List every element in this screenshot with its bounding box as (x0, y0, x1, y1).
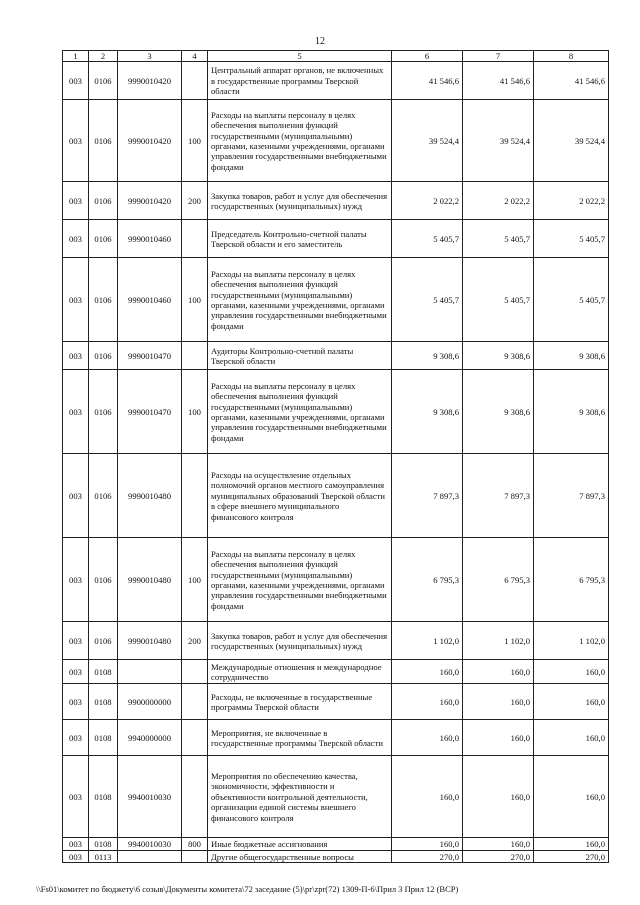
cell-summa-1: 5 405,7 (392, 258, 463, 342)
cell-celevaya-statya: 9940000000 (118, 720, 182, 756)
cell-summa-3: 5 405,7 (534, 258, 609, 342)
cell-vedomstvo: 003 (63, 62, 89, 100)
cell-vedomstvo: 003 (63, 851, 89, 863)
footer-file-path: \\Fs01\комитет по бюджету\6 созыв\Документы комитета\72 заседание (5)\pr\zpr(72) 1309-П-6\Прил 3 Прил 12 (ВСР) (36, 884, 459, 894)
cell-razdel: 0108 (89, 756, 118, 838)
cell-vid-raskhodov: 800 (182, 838, 208, 851)
cell-summa-2: 9 308,6 (463, 342, 534, 370)
cell-razdel: 0108 (89, 684, 118, 720)
cell-summa-1: 160,0 (392, 838, 463, 851)
cell-naimenovanie: Расходы на выплаты персоналу в целях обеспечения выполнения функций государственными (муниципальными) органами, казенными учреждениями, органами управления государственными внебюджетными фондами (208, 100, 392, 182)
column-header-5: 5 (208, 51, 392, 62)
cell-naimenovanie: Центральный аппарат органов, не включенных в государственные программы Тверской области (208, 62, 392, 100)
cell-vid-raskhodov: 100 (182, 258, 208, 342)
cell-celevaya-statya: 9940010030 (118, 756, 182, 838)
column-header-4: 4 (182, 51, 208, 62)
cell-summa-3: 2 022,2 (534, 182, 609, 220)
cell-summa-3: 1 102,0 (534, 622, 609, 660)
cell-razdel: 0106 (89, 258, 118, 342)
cell-naimenovanie: Другие общегосударственные вопросы (208, 851, 392, 863)
cell-vedomstvo: 003 (63, 538, 89, 622)
cell-summa-2: 39 524,4 (463, 100, 534, 182)
page-number: 12 (315, 36, 325, 47)
cell-vedomstvo: 003 (63, 720, 89, 756)
table-row (63, 838, 609, 851)
cell-vedomstvo: 003 (63, 100, 89, 182)
cell-summa-3: 41 546,6 (534, 62, 609, 100)
table-row (63, 342, 609, 370)
column-header-8: 8 (534, 51, 609, 62)
cell-vid-raskhodov (182, 756, 208, 838)
cell-vid-raskhodov: 200 (182, 182, 208, 220)
cell-vedomstvo: 003 (63, 454, 89, 538)
cell-summa-2: 160,0 (463, 838, 534, 851)
cell-naimenovanie: Расходы на выплаты персоналу в целях обеспечения выполнения функций государственными (муниципальными) органами, казенными учреждениями, органами управления государственными внебюджетными фондами (208, 258, 392, 342)
cell-naimenovanie: Председатель Контрольно-счетной палаты Тверской области и его заместитель (208, 220, 392, 258)
table-row (63, 720, 609, 756)
cell-summa-2: 2 022,2 (463, 182, 534, 220)
cell-razdel: 0106 (89, 454, 118, 538)
cell-vedomstvo: 003 (63, 684, 89, 720)
column-header-2: 2 (89, 51, 118, 62)
cell-summa-2: 7 897,3 (463, 454, 534, 538)
cell-celevaya-statya: 9990010470 (118, 342, 182, 370)
cell-summa-3: 160,0 (534, 756, 609, 838)
cell-summa-3: 160,0 (534, 720, 609, 756)
cell-summa-2: 160,0 (463, 720, 534, 756)
cell-summa-1: 160,0 (392, 660, 463, 684)
cell-summa-1: 9 308,6 (392, 370, 463, 454)
cell-summa-3: 160,0 (534, 660, 609, 684)
cell-summa-2: 5 405,7 (463, 258, 534, 342)
cell-vedomstvo: 003 (63, 370, 89, 454)
cell-summa-2: 160,0 (463, 660, 534, 684)
cell-vid-raskhodov: 100 (182, 370, 208, 454)
cell-vedomstvo: 003 (63, 622, 89, 660)
cell-celevaya-statya: 9990010420 (118, 100, 182, 182)
cell-summa-1: 2 022,2 (392, 182, 463, 220)
cell-summa-2: 160,0 (463, 756, 534, 838)
column-header-1: 1 (63, 51, 89, 62)
cell-celevaya-statya: 9990010470 (118, 370, 182, 454)
table-row (63, 538, 609, 622)
cell-summa-2: 41 546,6 (463, 62, 534, 100)
table-row (63, 258, 609, 342)
table-row (63, 62, 609, 100)
cell-celevaya-statya: 9990010420 (118, 62, 182, 100)
cell-naimenovanie: Расходы на выплаты персоналу в целях обеспечения выполнения функций государственными (муниципальными) органами, казенными учреждениями, органами управления государственными внебюджетными фондами (208, 538, 392, 622)
table-row (63, 454, 609, 538)
cell-razdel: 0106 (89, 622, 118, 660)
cell-razdel: 0106 (89, 182, 118, 220)
cell-razdel: 0106 (89, 538, 118, 622)
cell-vedomstvo: 003 (63, 220, 89, 258)
cell-summa-2: 9 308,6 (463, 370, 534, 454)
column-header-3: 3 (118, 51, 182, 62)
cell-razdel: 0106 (89, 342, 118, 370)
header-row (63, 51, 609, 62)
cell-celevaya-statya: 9990010480 (118, 622, 182, 660)
cell-razdel: 0106 (89, 100, 118, 182)
column-header-6: 6 (392, 51, 463, 62)
cell-celevaya-statya: 9990010480 (118, 454, 182, 538)
cell-razdel: 0113 (89, 851, 118, 863)
cell-summa-1: 160,0 (392, 756, 463, 838)
cell-vedomstvo: 003 (63, 660, 89, 684)
cell-summa-3: 270,0 (534, 851, 609, 863)
cell-summa-1: 270,0 (392, 851, 463, 863)
cell-vid-raskhodov: 200 (182, 622, 208, 660)
cell-vid-raskhodov (182, 720, 208, 756)
cell-naimenovanie: Мероприятия по обеспечению качества, экономичности, эффективности и объективности контрольной деятельности, организации единой системы внешнего финансового контроля (208, 756, 392, 838)
cell-summa-1: 9 308,6 (392, 342, 463, 370)
cell-summa-3: 6 795,3 (534, 538, 609, 622)
cell-summa-1: 39 524,4 (392, 100, 463, 182)
cell-summa-3: 9 308,6 (534, 342, 609, 370)
cell-naimenovanie: Закупка товаров, работ и услуг для обеспечения государственных (муниципальных) нужд (208, 182, 392, 220)
cell-celevaya-statya: 9990010460 (118, 220, 182, 258)
cell-vedomstvo: 003 (63, 342, 89, 370)
cell-vid-raskhodov (182, 660, 208, 684)
cell-vid-raskhodov (182, 62, 208, 100)
table-body (63, 62, 609, 863)
cell-vid-raskhodov (182, 454, 208, 538)
cell-razdel: 0106 (89, 220, 118, 258)
column-header-7: 7 (463, 51, 534, 62)
cell-naimenovanie: Международные отношения и международное сотрудничество (208, 660, 392, 684)
cell-vid-raskhodov (182, 342, 208, 370)
cell-summa-1: 160,0 (392, 684, 463, 720)
cell-summa-2: 5 405,7 (463, 220, 534, 258)
table-row (63, 370, 609, 454)
table-row (63, 660, 609, 684)
cell-summa-3: 7 897,3 (534, 454, 609, 538)
cell-summa-2: 6 795,3 (463, 538, 534, 622)
budget-table (62, 50, 609, 863)
table-row (63, 100, 609, 182)
cell-summa-2: 270,0 (463, 851, 534, 863)
cell-razdel: 0106 (89, 370, 118, 454)
table-row (63, 622, 609, 660)
cell-celevaya-statya (118, 851, 182, 863)
cell-naimenovanie: Иные бюджетные ассигнования (208, 838, 392, 851)
cell-naimenovanie: Расходы на выплаты персоналу в целях обеспечения выполнения функций государственными (муниципальными) органами, казенными учреждениями, органами управления государственными внебюджетными фондами (208, 370, 392, 454)
cell-summa-1: 7 897,3 (392, 454, 463, 538)
cell-summa-3: 9 308,6 (534, 370, 609, 454)
cell-vid-raskhodov (182, 851, 208, 863)
cell-celevaya-statya (118, 660, 182, 684)
cell-razdel: 0108 (89, 838, 118, 851)
cell-vid-raskhodov (182, 220, 208, 258)
table-row (63, 182, 609, 220)
cell-celevaya-statya: 9990010480 (118, 538, 182, 622)
cell-celevaya-statya: 9990010420 (118, 182, 182, 220)
cell-vedomstvo: 003 (63, 182, 89, 220)
cell-summa-2: 160,0 (463, 684, 534, 720)
cell-naimenovanie: Мероприятия, не включенные в государственные программы Тверской области (208, 720, 392, 756)
cell-vid-raskhodov: 100 (182, 100, 208, 182)
cell-summa-3: 160,0 (534, 684, 609, 720)
cell-vid-raskhodov: 100 (182, 538, 208, 622)
cell-vedomstvo: 003 (63, 838, 89, 851)
table-row (63, 756, 609, 838)
cell-summa-1: 41 546,6 (392, 62, 463, 100)
cell-summa-3: 5 405,7 (534, 220, 609, 258)
cell-summa-2: 1 102,0 (463, 622, 534, 660)
cell-vedomstvo: 003 (63, 258, 89, 342)
cell-naimenovanie: Аудиторы Контрольно-счетной палаты Тверской области (208, 342, 392, 370)
cell-naimenovanie: Расходы на осуществление отдельных полномочий органов местного самоуправления муниципальных образований Тверской области в сфере внешнего муниципального финансового контроля (208, 454, 392, 538)
cell-razdel: 0108 (89, 720, 118, 756)
cell-vedomstvo: 003 (63, 756, 89, 838)
table-row (63, 851, 609, 863)
cell-naimenovanie: Закупка товаров, работ и услуг для обеспечения государственных (муниципальных) нужд (208, 622, 392, 660)
cell-vid-raskhodov (182, 684, 208, 720)
cell-razdel: 0108 (89, 660, 118, 684)
cell-summa-1: 160,0 (392, 720, 463, 756)
cell-summa-3: 39 524,4 (534, 100, 609, 182)
cell-razdel: 0106 (89, 62, 118, 100)
cell-summa-1: 1 102,0 (392, 622, 463, 660)
table-row (63, 684, 609, 720)
cell-summa-1: 5 405,7 (392, 220, 463, 258)
cell-summa-1: 6 795,3 (392, 538, 463, 622)
table-row (63, 220, 609, 258)
cell-naimenovanie: Расходы, не включенные в государственные программы Тверской области (208, 684, 392, 720)
cell-celevaya-statya: 9900000000 (118, 684, 182, 720)
cell-celevaya-statya: 9990010460 (118, 258, 182, 342)
cell-summa-3: 160,0 (534, 838, 609, 851)
cell-celevaya-statya: 9940010030 (118, 838, 182, 851)
